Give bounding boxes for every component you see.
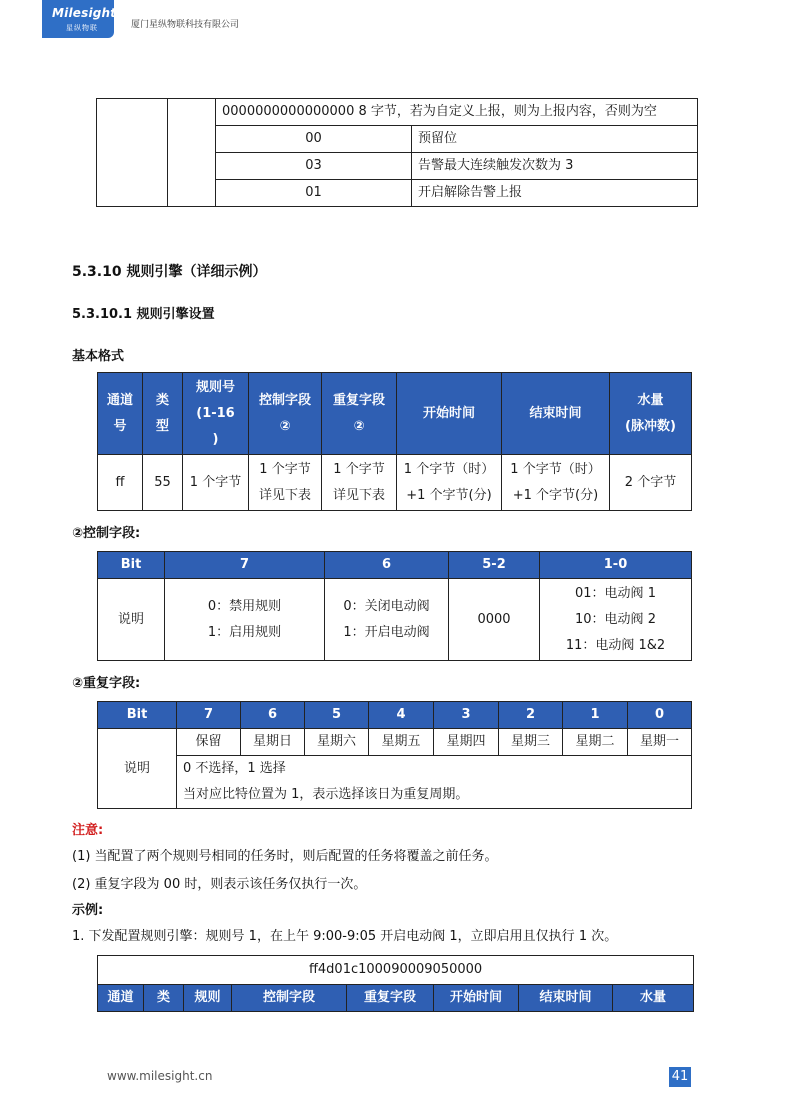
example-header: 通道: [98, 985, 144, 1012]
control-row-label: 说明: [98, 579, 165, 661]
example-header: 开始时间: [434, 985, 519, 1012]
repeat-header: 1: [563, 702, 628, 729]
format-cell: 1 个字节（时） +1 个字节(分): [502, 455, 610, 511]
notes-title: 注意:: [72, 823, 104, 838]
repeat-header: 3: [434, 702, 499, 729]
repeat-header: 4: [369, 702, 434, 729]
repeat-day: 星期三: [499, 729, 563, 756]
format-cell: 2 个字节: [610, 455, 692, 511]
control-header: 6: [325, 552, 449, 579]
format-header-rule: 规则号 (1-16 ): [183, 373, 249, 455]
format-header-end: 结束时间: [502, 373, 610, 455]
example-header: 类: [144, 985, 184, 1012]
page-number: 41: [669, 1067, 691, 1087]
code-desc: 预留位: [412, 126, 698, 153]
format-cell: 1 个字节 详见下表: [249, 455, 322, 511]
repeat-note: 0 不选择，1 选择 当对应比特位置为 1，表示选择该日为重复周期。: [177, 756, 692, 809]
repeat-day: 星期五: [369, 729, 434, 756]
control-header: Bit: [98, 552, 165, 579]
example-header: 重复字段: [347, 985, 434, 1012]
repeat-day: 保留: [177, 729, 241, 756]
format-header-water: 水量 (脉冲数): [610, 373, 692, 455]
top-table-cell-empty: [168, 99, 216, 207]
control-header: 1-0: [540, 552, 692, 579]
repeat-header: 0: [628, 702, 692, 729]
format-header-repeat: 重复字段 ②: [322, 373, 397, 455]
control-field-title: ②控制字段:: [72, 526, 141, 541]
format-header-control: 控制字段 ②: [249, 373, 322, 455]
repeat-day: 星期六: [305, 729, 369, 756]
company-name: 厦门星纵物联科技有限公司: [131, 20, 240, 30]
repeat-day: 星期二: [563, 729, 628, 756]
code-desc: 告警最大连续触发次数为 3: [412, 153, 698, 180]
repeat-header: 2: [499, 702, 563, 729]
subsection-heading: 5.3.10.1 规则引擎设置: [72, 307, 215, 322]
control-bit10: 01：电动阀 1 10：电动阀 2 11：电动阀 1&2: [540, 579, 692, 661]
control-bit52: 0000: [449, 579, 540, 661]
example-header: 水量: [613, 985, 694, 1012]
control-field-table: [97, 551, 692, 661]
code-value: 03: [216, 153, 412, 180]
example-hex: ff4d01c100090009050000: [98, 956, 694, 985]
repeat-header: 7: [177, 702, 241, 729]
code-value: 00: [216, 126, 412, 153]
code-desc: 8 字节，若为自定义上报，则为上报内容，否则为空: [358, 104, 657, 119]
format-cell: 1 个字节: [183, 455, 249, 511]
format-cell: ff: [98, 455, 143, 511]
code-value: 01: [216, 180, 412, 207]
section-heading: 5.3.10 规则引擎（详细示例）: [72, 264, 267, 280]
top-table: [96, 98, 698, 207]
example-table: [97, 955, 694, 1012]
repeat-header: Bit: [98, 702, 177, 729]
example-header: 控制字段: [232, 985, 347, 1012]
logo-subtext: 星纵物联: [66, 24, 98, 32]
note-item: (1) 当配置了两个规则号相同的任务时，则后配置的任务将覆盖之前任务。: [72, 849, 498, 864]
repeat-day: 星期四: [434, 729, 499, 756]
format-header-start: 开始时间: [397, 373, 502, 455]
format-header-type: 类 型: [143, 373, 183, 455]
company-logo: [42, 0, 117, 38]
top-table-row: [216, 99, 698, 126]
top-table-cell-empty: [97, 99, 168, 207]
footer-url[interactable]: www.milesight.cn: [107, 1069, 213, 1083]
example-header: 结束时间: [519, 985, 613, 1012]
control-bit6: 0：关闭电动阀 1：开启电动阀: [325, 579, 449, 661]
repeat-field-title: ②重复字段:: [72, 676, 141, 691]
format-cell: 1 个字节 详见下表: [322, 455, 397, 511]
format-table: [97, 372, 692, 511]
format-cell: 55: [143, 455, 183, 511]
example-item: 1. 下发配置规则引擎：规则号 1，在上午 9:00-9:05 开启电动阀 1，立即启用且仅执行 1 次。: [72, 929, 618, 944]
repeat-header: 6: [241, 702, 305, 729]
repeat-row-label: 说明: [98, 729, 177, 809]
repeat-day: 星期一: [628, 729, 692, 756]
basic-format-label: 基本格式: [72, 349, 125, 364]
note-item: (2) 重复字段为 00 时，则表示该任务仅执行一次。: [72, 877, 367, 892]
example-header: 规则: [184, 985, 232, 1012]
format-cell: 1 个字节（时） +1 个字节(分): [397, 455, 502, 511]
control-header: 7: [165, 552, 325, 579]
repeat-header: 5: [305, 702, 369, 729]
format-header-channel: 通道 号: [98, 373, 143, 455]
repeat-day: 星期日: [241, 729, 305, 756]
logo-text: Milesight: [52, 6, 117, 20]
code-desc: 开启解除告警上报: [412, 180, 698, 207]
control-bit7: 0：禁用规则 1：启用规则: [165, 579, 325, 661]
code-value: 0000000000000000: [222, 104, 355, 119]
control-header: 5-2: [449, 552, 540, 579]
repeat-field-table: [97, 701, 692, 809]
example-title: 示例:: [72, 903, 104, 918]
